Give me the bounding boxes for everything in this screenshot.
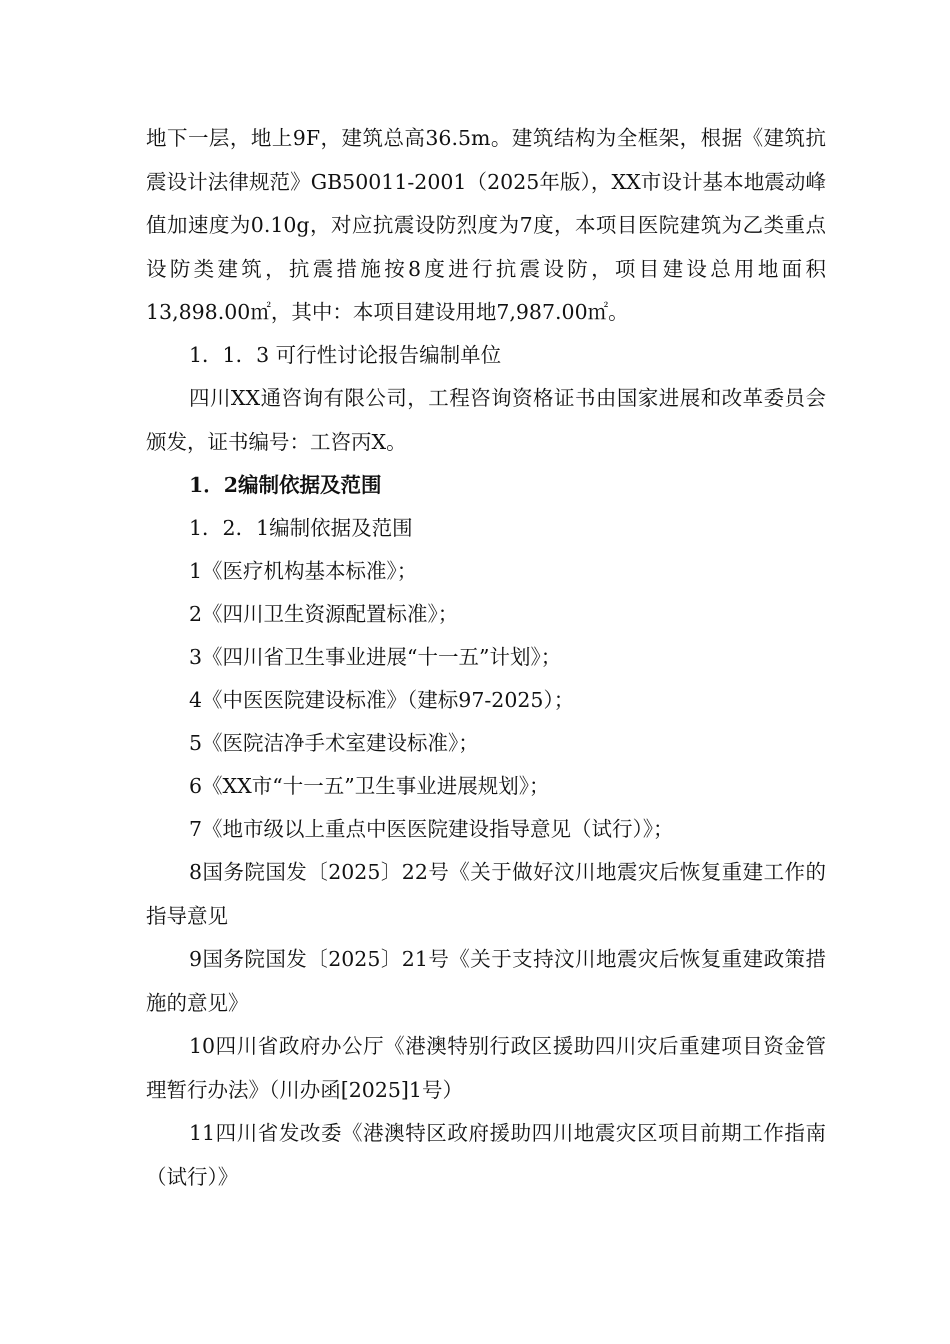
basis-item-2: 2《四川卫生资源配置标准》； <box>189 602 459 626</box>
basis-item-5: 5《医院洁净手术室建设标准》； <box>189 731 479 755</box>
basis-item-10: 10四川省政府办公厅《港澳特别行政区援助四川灾后重建项目资金管理暂行办法》（川办函[2025]1号） <box>146 1034 826 1102</box>
basis-item-6: 6《XX市“十一五”卫生事业进展规划》； <box>189 774 550 798</box>
section-1-1-3-title: 1．1．3 可行性讨论报告编制单位 <box>189 343 502 367</box>
basis-item-1: 1《医疗机构基本标准》； <box>189 559 418 583</box>
section-1-2-1-title: 1．2．1编制依据及范围 <box>189 516 413 540</box>
basis-item-11: 11四川省发改委《港澳特区政府援助四川地震灾区项目前期工作指南（试行）》 <box>146 1121 826 1189</box>
basis-item-3: 3《四川省卫生事业进展“十一五”计划》； <box>189 645 562 669</box>
basis-item-9: 9国务院国发〔2025〕21号《关于支持汶川地震灾后恢复重建政策措施的意见》 <box>146 947 826 1015</box>
basis-item-4: 4《中医医院建设标准》（建标97-2025）； <box>189 688 575 712</box>
section-1-1-3-body: 四川XX通咨询有限公司，工程咨询资格证书由国家进展和改革委员会颁发，证书编号：工咨丙X。 <box>146 386 826 454</box>
section-1-2-heading: 1．2编制依据及范围 <box>189 473 382 497</box>
basis-item-8: 8国务院国发〔2025〕22号《关于做好汶川地震灾后恢复重建工作的指导意见 <box>146 860 826 928</box>
basis-item-7: 7《地市级以上重点中医医院建设指导意见（试行）》； <box>189 817 674 841</box>
intro-paragraph: 地下一层，地上9F，建筑总高36.5m。建筑结构为全框架，根据《建筑抗震设计法律规范》GB50011-2001（2025年版），XX市设计基本地震动峰值加速度为0.10g，对应抗震设防烈度为7度，本项目医院建筑为乙类重点设防类建筑，抗震措施按8度进行抗震设防，项目建设总用地面积13,898.00㎡，其中：本项目建设用地7,987.00㎡。 <box>146 126 826 324</box>
